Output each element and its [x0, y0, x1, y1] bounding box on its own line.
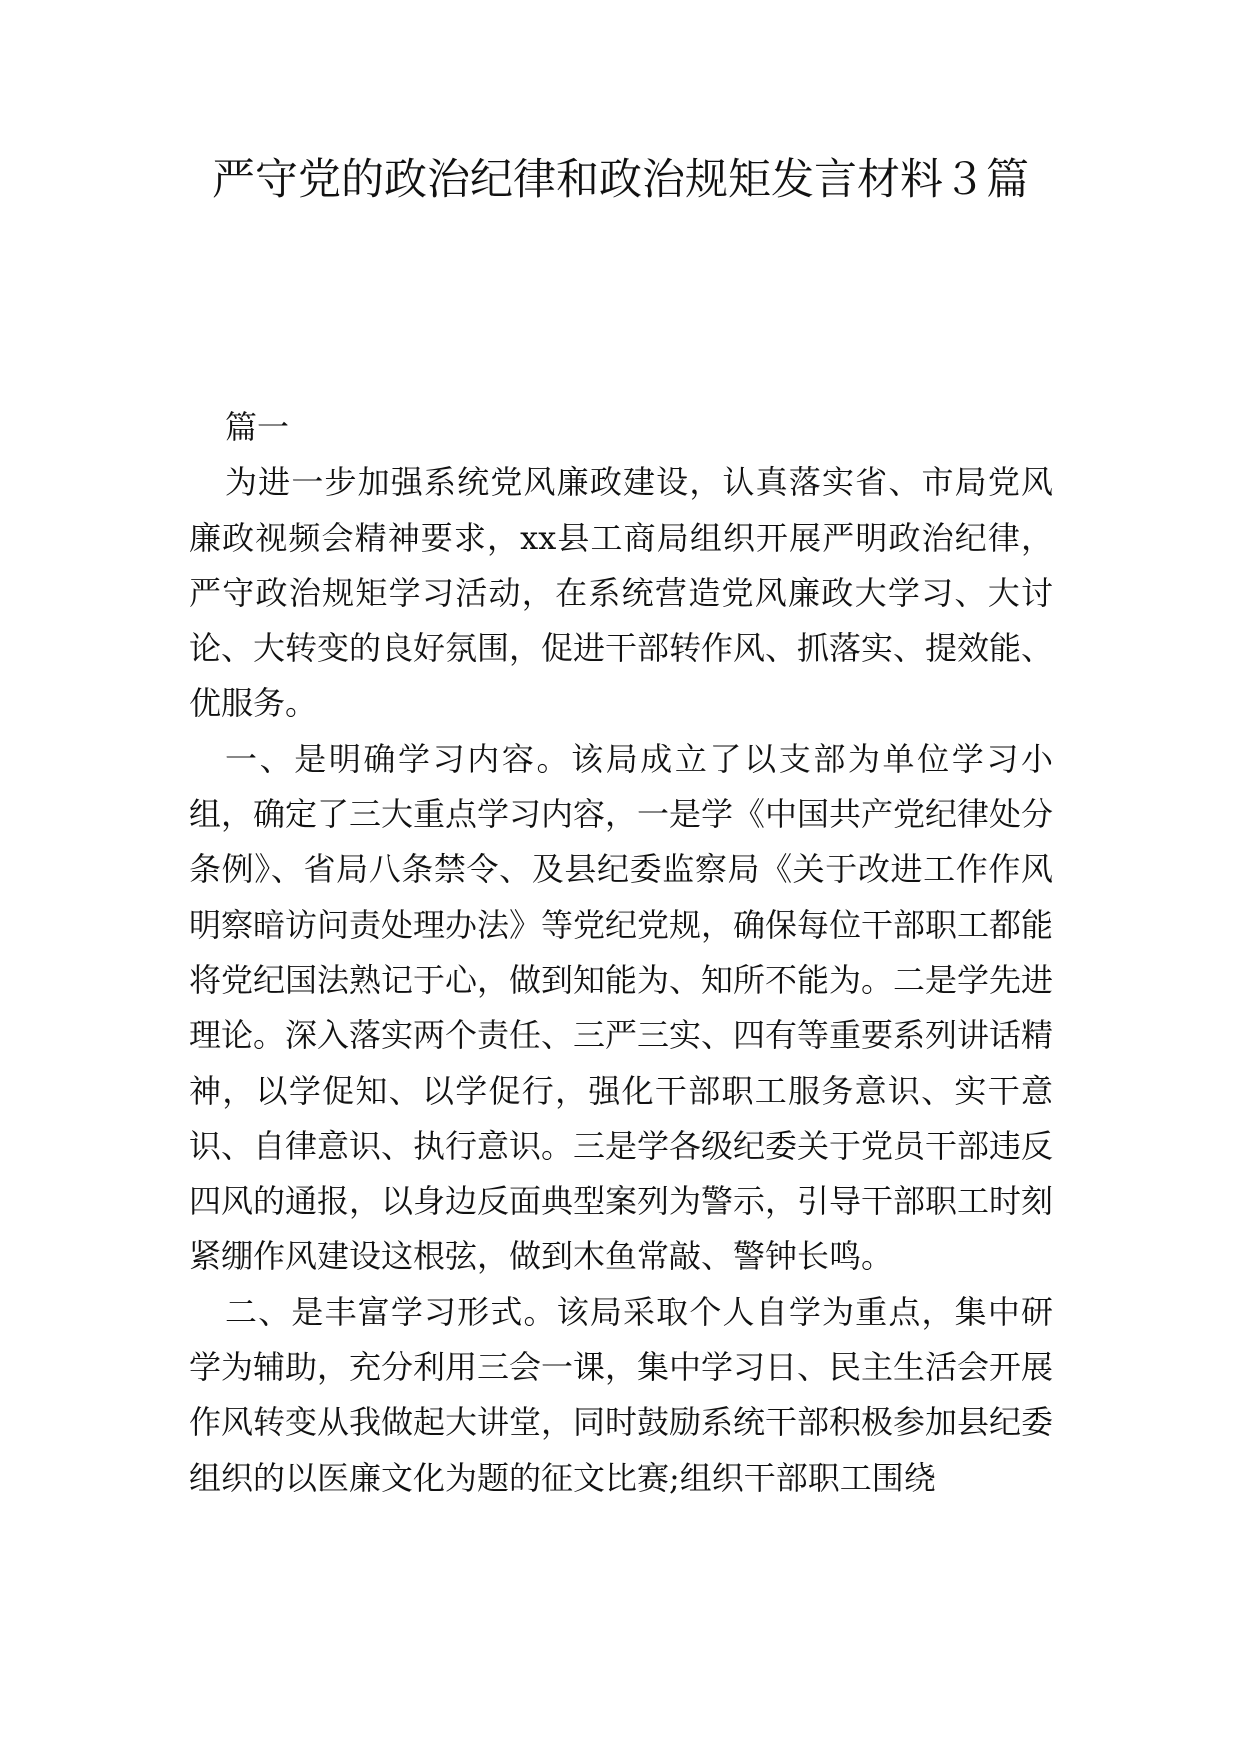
document-body — [189, 400, 1053, 1506]
section-label: 篇一 — [225, 408, 290, 446]
paragraph-learning-content: 一、是明确学习内容。该局成立了以支部为单位学习小组，确定了三大重点学习内容，一是学《中国共产党纪律处分条例》、省局八条禁令、及县纪委监察局《关于改进工作作风明察暗访问责处理办法》等党纪党规，确保每位干部职工都能将党纪国法熟记于心，做到知能为、知所不能为。二是学先进理论。深入落实两个责任、三严三实、四有等重要系列讲话精神，以学促知、以学促行，强化干部职工服务意识、实干意识、自律意识、执行意识。三是学各级纪委关于党员干部违反四风的通报，以身边反面典型案列为警示，引导干部职工时刻紧绷作风建设这根弦，做到木鱼常敲、警钟长鸣。 — [189, 739, 1054, 1276]
document-title: 严守党的政治纪律和政治规矩发言材料３篇 — [212, 155, 1029, 205]
paragraph-learning-form: 二、是丰富学习形式。该局采取个人自学为重点，集中研学为辅助，充分利用三会一课，集中学习日、民主生活会开展作风转变从我做起大讲堂，同时鼓励系统干部积极参加县纪委组织的以医廉文化为题的征文比赛;组织干部职工围绕 — [189, 1292, 1054, 1497]
paragraph-intro: 为进一步加强系统党风廉政建设，认真落实省、市局党风廉政视频会精神要求，xx县工商局组织开展严明政治纪律，严守政治规矩学习活动，在系统营造党风廉政大学习、大讨论、大转变的良好氛围，促进干部转作风、抓落实、提效能、优服务。 — [189, 463, 1054, 723]
